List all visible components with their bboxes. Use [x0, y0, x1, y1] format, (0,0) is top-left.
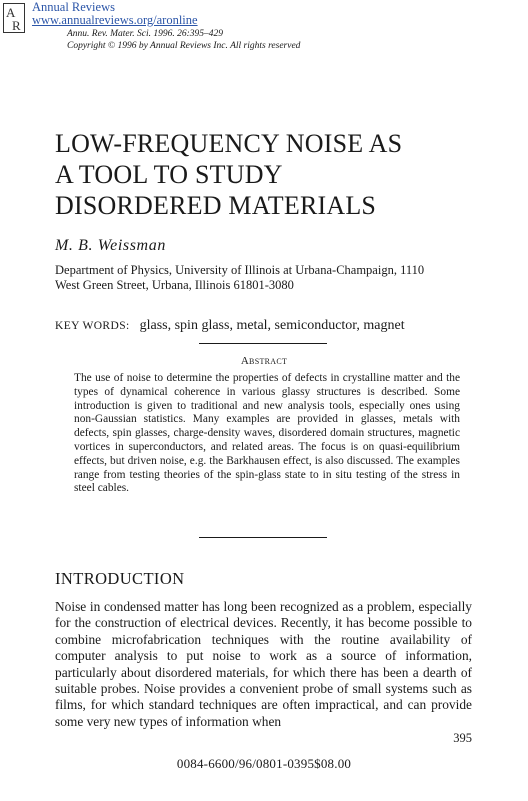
- copyright-notice: Copyright © 1996 by Annual Reviews Inc. All rights reserved: [67, 41, 301, 51]
- publisher-name-link[interactable]: Annual Reviews: [32, 0, 115, 14]
- publisher-block: [32, 1, 198, 27]
- abstract-heading: Abstract: [240, 355, 288, 367]
- divider-rule: [199, 343, 327, 344]
- publisher-url-link[interactable]: www.annualreviews.org/aronline: [32, 13, 198, 27]
- keywords-label: KEY WORDS:: [55, 320, 130, 332]
- divider-rule: [199, 537, 327, 538]
- abstract-text: The use of noise to determine the properties of defects in crystalline matter and the types of dynamical coherence in various glassy structures is described. Some introduction is given to traditional and new analysis tools, especially ones using non-Gaussian statistics. Many examples are provided in glasses, metals with defects, spin glasses, charge-density waves, disordered domain structures, magnetic vortices in superconductors, and related areas. The focus is on quasi-equilibrium effects, but driven noise, e.g. the Barkhausen effect, is also discussed. The examples range from testing theories of the spin-glass state to in situ testing of the stress in steel cables.: [74, 372, 460, 495]
- title-line: DISORDERED MATERIALS: [55, 191, 377, 220]
- author-affiliation: [55, 263, 424, 293]
- section-heading: INTRODUCTION: [55, 569, 185, 588]
- citation-block: [67, 28, 300, 52]
- title-line: LOW-FREQUENCY NOISE AS: [55, 129, 403, 158]
- keywords-line: [55, 316, 405, 334]
- keywords-list: glass, spin glass, metal, semiconductor, magnet: [139, 318, 405, 333]
- affiliation-line: Department of Physics, University of Illinois at Urbana-Champaign, 1110: [55, 263, 425, 277]
- page-number: 395: [453, 731, 472, 745]
- svg-text:R: R: [12, 18, 21, 33]
- affiliation-line: West Green Street, Urbana, Illinois 61801-3080: [55, 278, 294, 292]
- journal-citation: Annu. Rev. Mater. Sci. 1996. 26:395–429: [67, 29, 224, 39]
- author-name: M. B. Weissman: [55, 237, 166, 254]
- article-code: 0084-6600/96/0801-0395$08.00: [176, 756, 352, 771]
- introduction-paragraph: Noise in condensed matter has long been recognized as a problem, especially for the construction of electrical devices. Recently, it has become possible to combine microfabrication techniques with the routine availability of computer analysis to put noise to work as a source of information, particularly about disordered materials, for which there has been a dearth of suitable probes. Noise provides a convenient probe of small systems such as films, for which standard techniques are often impractical, and can provide some very new types of information when: [55, 599, 472, 729]
- article-title: [55, 128, 402, 221]
- title-line: A TOOL TO STUDY: [55, 160, 283, 189]
- annual-reviews-logo: [3, 3, 25, 33]
- svg-text:A: A: [6, 5, 16, 20]
